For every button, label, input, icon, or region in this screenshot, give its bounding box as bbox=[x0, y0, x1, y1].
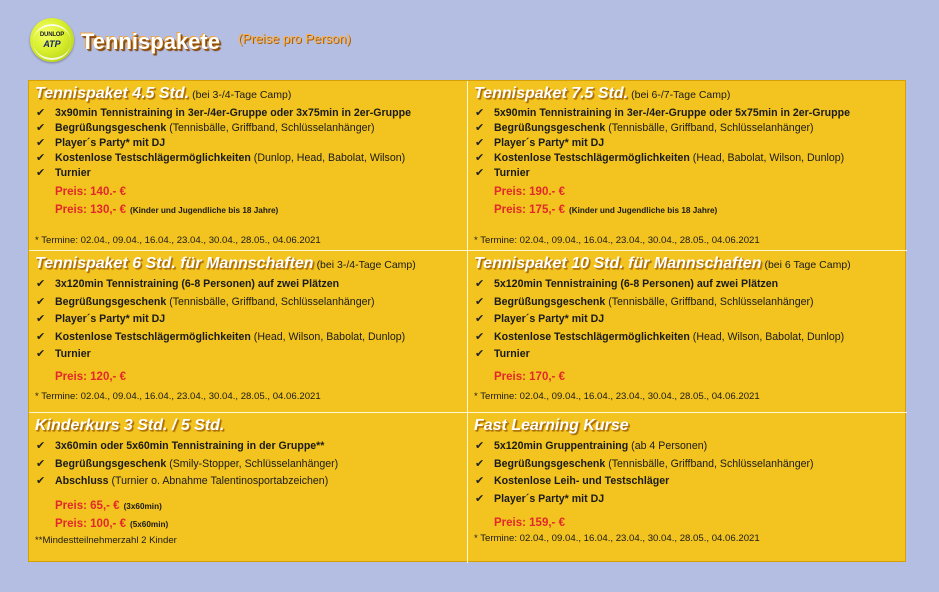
checkmark-icon: ✔ bbox=[36, 457, 46, 470]
price-row bbox=[494, 201, 901, 219]
feature-list bbox=[35, 438, 461, 491]
price-row bbox=[55, 515, 461, 533]
package-title bbox=[474, 255, 901, 273]
feature-list bbox=[35, 276, 461, 364]
price: Preis: 65,- € bbox=[55, 499, 120, 512]
checkmark-icon: ✔ bbox=[475, 492, 485, 505]
checkmark-icon: ✔ bbox=[475, 122, 485, 134]
feature-item: ✔ 3x60min oder 5x60min Tennistraining in der Gruppe** bbox=[35, 438, 461, 456]
price-row bbox=[494, 183, 901, 201]
price-list bbox=[55, 368, 461, 386]
package-title-text: Tennispaket 7.5 Std. bbox=[474, 85, 629, 102]
checkmark-icon: ✔ bbox=[36, 475, 46, 487]
price: Preis: 130,- € bbox=[55, 204, 126, 216]
price-note: (Kinder und Jugendliche bis 18 Jahre) bbox=[129, 206, 279, 215]
package-title bbox=[474, 85, 901, 103]
feature-item: ✔ Kostenlose Testschlägermöglichkeiten (Dunlop, Head, Babolat, Wilson) bbox=[36, 152, 406, 164]
tennis-ball-logo bbox=[30, 18, 74, 62]
price: Preis: 190.- € bbox=[494, 186, 565, 198]
price-row bbox=[494, 368, 901, 386]
checkmark-icon: ✔ bbox=[36, 122, 46, 134]
checkmark-icon: ✔ bbox=[475, 137, 485, 149]
checkmark-icon: ✔ bbox=[36, 348, 46, 360]
packages-grid bbox=[28, 80, 906, 562]
price-list bbox=[494, 183, 901, 219]
checkmark-icon: ✔ bbox=[36, 313, 46, 325]
package-title-text: Tennispaket 4.5 Std. bbox=[35, 85, 190, 102]
checkmark-icon: ✔ bbox=[36, 440, 46, 452]
checkmark-icon: ✔ bbox=[36, 167, 46, 179]
feature-item: ✔ Begrüßungsgeschenk (Tennisbälle, Griffband, Schlüsselanhänger) bbox=[474, 294, 901, 312]
feature-item: ✔ Turnier bbox=[36, 167, 91, 179]
checkmark-icon: ✔ bbox=[475, 457, 485, 470]
checkmark-icon: ✔ bbox=[475, 167, 485, 179]
feature-list bbox=[474, 438, 901, 508]
package-note: (bei 3-/4-Tage Camp) bbox=[316, 259, 416, 271]
feature-item: ✔ Begrüßungsgeschenk (Tennisbälle, Griffband, Schlüsselanhänger) bbox=[35, 294, 461, 312]
feature-item: ✔ Kostenlose Testschlägermöglichkeiten (Head, Wilson, Babolat, Dunlop) bbox=[35, 329, 461, 347]
feature-item: ✔ Abschluss (Turnier o. Abnahme Talentinosportabzeichen) bbox=[35, 473, 461, 491]
package-title-text: Tennispaket 6 Std. für Mannschaften bbox=[35, 255, 314, 272]
checkmark-icon: ✔ bbox=[475, 152, 485, 164]
feature-item: ✔ Begrüßungsgeschenk (Tennisbälle, Griffband, Schlüsselanhänger) bbox=[474, 456, 901, 474]
checkmark-icon: ✔ bbox=[475, 295, 485, 308]
package-note: (bei 6 Tage Camp) bbox=[764, 259, 851, 271]
footnote: **Mindestteilnehmerzahl 2 Kinder bbox=[35, 534, 177, 546]
package-title bbox=[474, 417, 901, 435]
feature-item: ✔ Kostenlose Testschlägermöglichkeiten (Head, Wilson, Babolat, Dunlop) bbox=[474, 329, 901, 347]
price-list bbox=[494, 368, 901, 386]
checkmark-icon: ✔ bbox=[475, 330, 485, 343]
price: Preis: 120,- € bbox=[55, 370, 126, 383]
feature-item: ✔ Player´s Party* mit DJ bbox=[474, 311, 901, 329]
checkmark-icon: ✔ bbox=[475, 440, 485, 452]
price-list bbox=[494, 514, 901, 532]
checkmark-icon: ✔ bbox=[36, 278, 46, 290]
checkmark-icon: ✔ bbox=[475, 313, 485, 325]
feature-item: ✔ Begrüßungsgeschenk (Tennisbälle, Griffband, Schlüsselanhänger) bbox=[475, 122, 814, 134]
feature-item: ✔ 3x120min Tennistraining (6-8 Personen) auf zwei Plätzen bbox=[35, 276, 461, 294]
feature-item: ✔ Turnier bbox=[474, 346, 901, 364]
feature-item: ✔ Player´s Party* mit DJ bbox=[475, 137, 605, 149]
feature-list bbox=[35, 106, 461, 181]
price: Preis: 175,- € bbox=[494, 204, 565, 216]
checkmark-icon: ✔ bbox=[475, 475, 485, 487]
checkmark-icon: ✔ bbox=[36, 330, 46, 343]
price-row bbox=[55, 368, 461, 386]
package-card bbox=[468, 413, 907, 563]
checkmark-icon: ✔ bbox=[36, 295, 46, 308]
termine-note: * Termine: 02.04., 09.04., 16.04., 23.04., 30.04., 28.05., 04.06.2021 bbox=[35, 391, 321, 402]
package-title-text: Tennispaket 10 Std. für Mannschaften bbox=[474, 255, 762, 272]
package-card bbox=[29, 251, 468, 413]
package-title bbox=[35, 85, 461, 103]
feature-item: ✔ Player´s Party* mit DJ bbox=[474, 491, 901, 509]
price: Preis: 100,- € bbox=[55, 517, 126, 530]
termine-note: * Termine: 02.04., 09.04., 16.04., 23.04., 30.04., 28.05., 04.06.2021 bbox=[35, 235, 321, 246]
feature-item: ✔ 5x120min Tennistraining (6-8 Personen) auf zwei Plätzen bbox=[474, 276, 901, 294]
price-note: (Kinder und Jugendliche bis 18 Jahre) bbox=[568, 206, 718, 215]
checkmark-icon: ✔ bbox=[36, 107, 46, 119]
price-list bbox=[55, 497, 461, 533]
price-row bbox=[494, 514, 901, 532]
feature-item: ✔ 5x90min Tennistraining in 3er-/4er-Gruppe oder 5x75min in 2er-Gruppe bbox=[475, 107, 850, 119]
checkmark-icon: ✔ bbox=[475, 107, 485, 119]
feature-list bbox=[474, 106, 901, 181]
feature-item: ✔ Player´s Party* mit DJ bbox=[36, 137, 166, 149]
package-title bbox=[35, 417, 461, 435]
logo-brand-text: DUNLOP bbox=[39, 32, 65, 38]
termine-note: * Termine: 02.04., 09.04., 16.04., 23.04., 30.04., 28.05., 04.06.2021 bbox=[474, 533, 760, 544]
price-row bbox=[55, 183, 461, 201]
price: Preis: 140.- € bbox=[55, 186, 126, 198]
package-title bbox=[35, 255, 461, 273]
feature-item: ✔ 3x90min Tennistraining in 3er-/4er-Gruppe oder 3x75min in 2er-Gruppe bbox=[36, 107, 411, 119]
price-note: (3x60min) bbox=[123, 501, 162, 511]
feature-item: ✔ 5x120min Gruppentraining (ab 4 Personen) bbox=[474, 438, 901, 456]
price: Preis: 159,- € bbox=[494, 517, 565, 529]
price-list bbox=[55, 183, 461, 219]
package-card bbox=[468, 81, 907, 251]
feature-item: ✔ Kostenlose Testschlägermöglichkeiten (Head, Babolat, Wilson, Dunlop) bbox=[475, 152, 845, 164]
termine-note: * Termine: 02.04., 09.04., 16.04., 23.04., 30.04., 28.05., 04.06.2021 bbox=[474, 391, 760, 402]
checkmark-icon: ✔ bbox=[36, 137, 46, 149]
feature-list bbox=[474, 276, 901, 364]
package-note: (bei 3-/4-Tage Camp) bbox=[192, 89, 292, 101]
price-row bbox=[55, 497, 461, 515]
package-title-text: Fast Learning Kurse bbox=[474, 417, 629, 434]
logo-sub-text: ATP bbox=[43, 39, 61, 49]
price: Preis: 170,- € bbox=[494, 370, 565, 383]
feature-item: ✔ Turnier bbox=[35, 346, 461, 364]
checkmark-icon: ✔ bbox=[36, 152, 46, 164]
feature-item: ✔ Kostenlose Leih- und Testschläger bbox=[474, 473, 901, 491]
page-subtitle: (Preise pro Person) bbox=[238, 31, 351, 46]
termine-note: * Termine: 02.04., 09.04., 16.04., 23.04., 30.04., 28.05., 04.06.2021 bbox=[474, 235, 760, 246]
price-note: (5x60min) bbox=[129, 519, 169, 529]
package-card bbox=[468, 251, 907, 413]
package-card bbox=[29, 81, 468, 251]
package-card bbox=[29, 413, 468, 563]
checkmark-icon: ✔ bbox=[475, 278, 485, 290]
package-title-text: Kinderkurs 3 Std. / 5 Std. bbox=[35, 417, 225, 434]
package-note: (bei 6-/7-Tage Camp) bbox=[631, 89, 731, 101]
checkmark-icon: ✔ bbox=[475, 348, 485, 360]
feature-item: ✔ Turnier bbox=[475, 167, 530, 179]
feature-item: ✔ Begrüßungsgeschenk (Smily-Stopper, Schlüsselanhänger) bbox=[35, 456, 461, 474]
page-title: Tennispakete bbox=[81, 29, 220, 54]
feature-item: ✔ Player´s Party* mit DJ bbox=[35, 311, 461, 329]
price-row bbox=[55, 201, 461, 219]
feature-item: ✔ Begrüßungsgeschenk (Tennisbälle, Griffband, Schlüsselanhänger) bbox=[36, 122, 375, 134]
